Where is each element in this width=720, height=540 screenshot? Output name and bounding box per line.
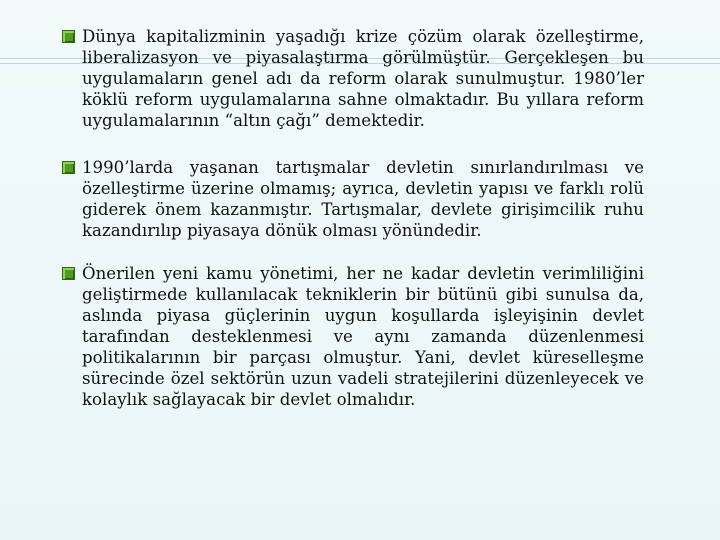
bullet-text: Önerilen yeni kamu yönetimi, her ne kadar devletin verimliliğini geliştirmede kullanılacak tekniklerin bir bütünü gibi sunulsa da, aslında piyasa güçlerinin uygun koşullarda işleyişinin devlet tarafından desteklenmesi ve aynı zamanda düzenlenmesi politikalarının bir parçası olmuştur. Yani, devlet küreselleşme sürecinde özel sektörün uzun vadeli stratejilerini düzenleyecek ve kolaylık sağlayacak bir devlet olmalıdır. xyxy=(82,264,644,409)
square-bullet-icon xyxy=(62,267,75,280)
bullet-item xyxy=(62,26,644,131)
bullet-list xyxy=(62,26,644,428)
bullet-item xyxy=(62,263,644,410)
bullet-text: Dünya kapitalizminin yaşadığı krize çözüm olarak özelleştirme, liberalizasyon ve piyasalaştırma görülmüştür. Gerçekleşen bu uygulamaların genel adı da reform olarak sunulmuştur. 1980’ler köklü reform uygulamalarına sahne olmaktadır. Bu yıllara reform uygulamalarının “altın çağı” demektedir. xyxy=(82,27,644,130)
square-bullet-icon xyxy=(62,161,75,174)
square-bullet-icon xyxy=(62,30,75,43)
bullet-text: 1990’larda yaşanan tartışmalar devletin sınırlandırılması ve özelleştirme üzerine olmamış; ayrıca, devletin yapısı ve farklı rolü giderek önem kazanmıştır. Tartışmalar, devlete girişimcilik ruhu kazandırılıp piyasaya dönük olması yönündedir. xyxy=(82,158,644,240)
bullet-item xyxy=(62,157,644,241)
